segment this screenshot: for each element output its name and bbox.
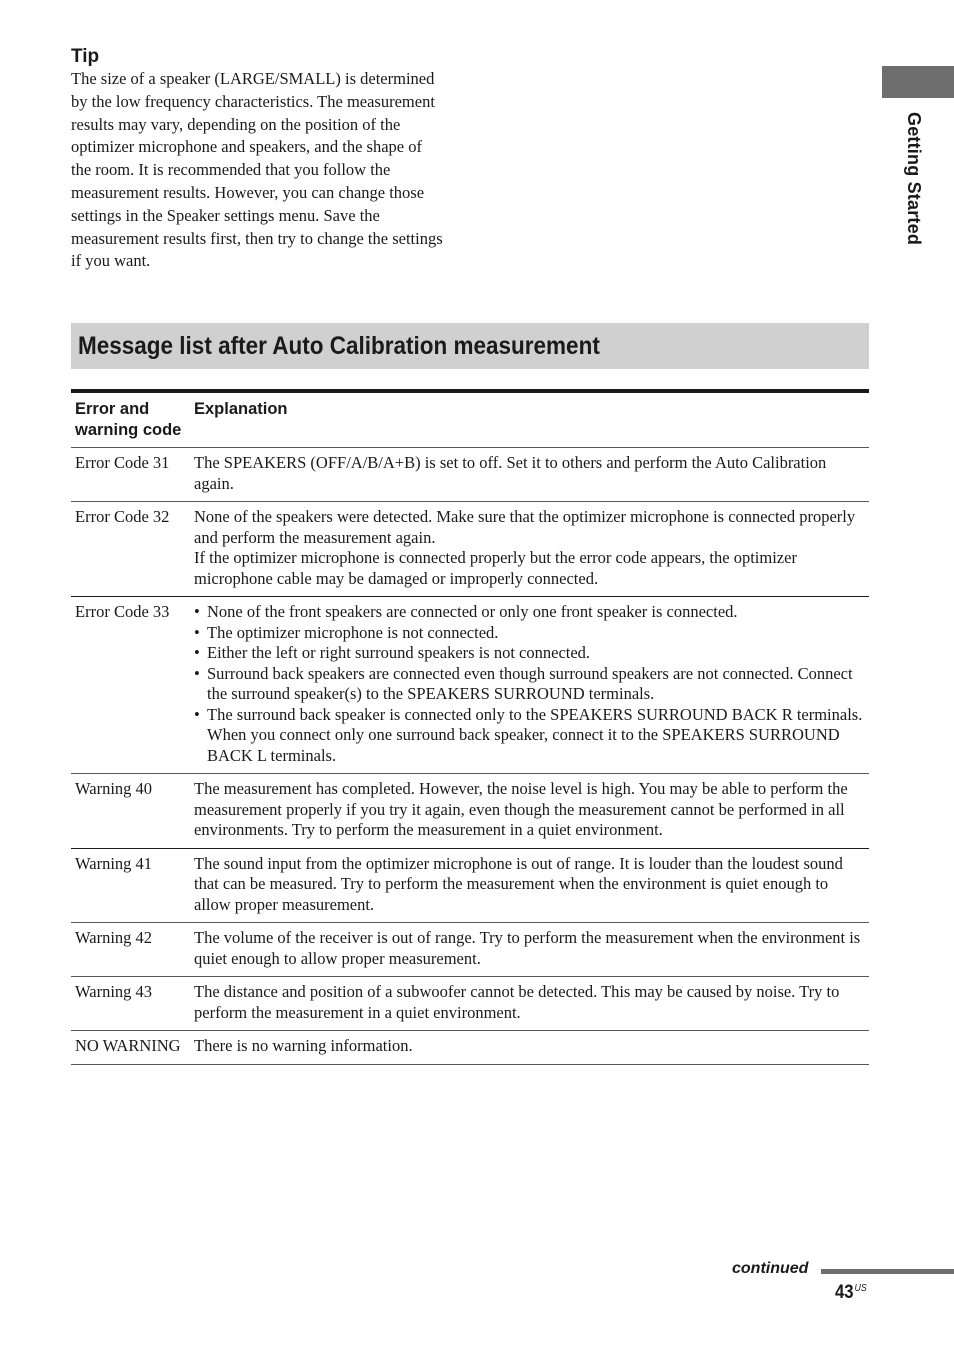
- header-explanation-text: Explanation: [194, 400, 288, 418]
- table-row: [71, 977, 869, 1031]
- bullet-item: • Either the left or right surround speakers is not connected.: [194, 643, 865, 664]
- tip-section: [71, 46, 443, 273]
- header-code-text: Error and warning code: [75, 400, 182, 439]
- row-code: Warning 40: [71, 774, 190, 849]
- table-row: [71, 502, 869, 597]
- table-row: [71, 774, 869, 849]
- explanation-text: If the optimizer microphone is connected properly but the error code appears, the optimizer microphone cable may be damaged or improperly connected.: [194, 548, 797, 588]
- section-title: Message list after Auto Calibration measurement: [78, 332, 600, 360]
- section-header: [71, 323, 869, 369]
- tip-title: Tip: [71, 46, 100, 67]
- explanation-text: The distance and position of a subwoofer cannot be detected. This may be caused by noise. Try to perform the measurement in a quiet environment.: [194, 982, 840, 1022]
- row-explanation: [190, 774, 869, 849]
- table-row: [71, 448, 869, 502]
- bullet-item: • None of the front speakers are connected or only one front speaker is connected.: [194, 602, 865, 623]
- table-header-row: [71, 391, 869, 448]
- table-row: [71, 923, 869, 977]
- row-explanation: [190, 597, 869, 774]
- row-explanation: [190, 923, 869, 977]
- bullet-list: [194, 602, 865, 766]
- explanation-text: The measurement has completed. However, the noise level is high. You may be able to perform the measurement properly if you try it again, even though the measurement cannot be performed in all environments. Try to perform the measurement in a quiet environment.: [194, 779, 848, 839]
- explanation-text: The sound input from the optimizer microphone is out of range. It is louder than the loudest sound that can be measured. Try to perform the measurement when the environment is quiet enough to allow proper measurement.: [194, 853, 843, 914]
- bullet-item: • The surround back speaker is connected only to the SPEAKERS SURROUND BACK R terminals. When you connect only one surround back speaker, connect it to the SPEAKERS SURROUND BACK L terminals.: [194, 705, 865, 767]
- page-number-suffix: US: [854, 1282, 867, 1294]
- table-row: [71, 848, 869, 923]
- bullet-item: • The optimizer microphone is not connected.: [194, 623, 865, 644]
- explanation-text: None of the speakers were detected. Make sure that the optimizer microphone is connected properly and perform the measurement again.: [194, 507, 856, 547]
- section-tab-marker: [882, 66, 954, 98]
- bullet-item: • Surround back speakers are connected even though surround speakers are not connected. Connect the surround speaker(s) to the SPEAKERS SURROUND terminals.: [194, 664, 865, 705]
- page-number-value: 43: [835, 1282, 854, 1303]
- continued-bar: [821, 1269, 954, 1274]
- continued-label: continued: [732, 1260, 809, 1277]
- row-explanation: [190, 1031, 869, 1065]
- row-code: Error Code 33: [71, 597, 190, 774]
- row-code: Warning 43: [71, 977, 190, 1031]
- explanation-text: The volume of the receiver is out of range. Try to perform the measurement when the environment is quiet enough to allow proper measurement.: [194, 928, 861, 968]
- row-code: Error Code 31: [71, 448, 190, 502]
- header-code: [71, 391, 190, 448]
- table-row: [71, 1031, 869, 1065]
- explanation-text: The SPEAKERS (OFF/A/B/A+B) is set to off. Set it to others and perform the Auto Calibration again.: [194, 453, 827, 493]
- tip-body: The size of a speaker (LARGE/SMALL) is determined by the low frequency characteristics. The measurement results may vary, depending on the position of the optimizer microphone and speakers, and the shape of the room. It is recommended that you follow the measurement results. However, you can change those settings in the Speaker settings menu. Save the measurement results first, then try to change the settings if you want.: [71, 69, 443, 271]
- page-number: [835, 1282, 867, 1304]
- header-explanation: [190, 391, 869, 448]
- row-code: NO WARNING: [71, 1031, 190, 1065]
- row-explanation: [190, 502, 869, 597]
- message-table: [71, 389, 869, 1065]
- section-tab-label: Getting Started: [904, 112, 924, 246]
- row-code: Error Code 32: [71, 502, 190, 597]
- row-explanation: [190, 848, 869, 923]
- row-explanation: [190, 448, 869, 502]
- row-explanation: [190, 977, 869, 1031]
- row-code: Warning 41: [71, 848, 190, 923]
- table-row: [71, 597, 869, 774]
- row-code: Warning 42: [71, 923, 190, 977]
- explanation-text: There is no warning information.: [194, 1036, 413, 1055]
